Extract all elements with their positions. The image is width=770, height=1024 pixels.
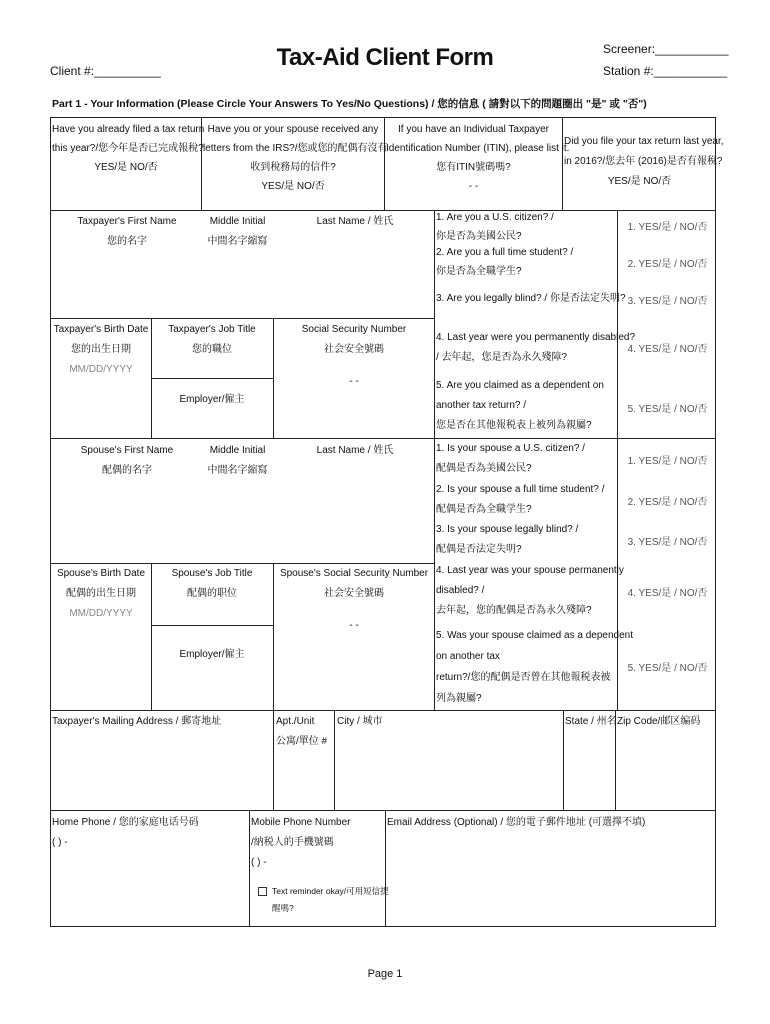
- state-label[interactable]: State / 州名: [565, 716, 617, 727]
- zip-code-label[interactable]: Zip Code/邮区编码: [617, 716, 701, 727]
- taxpayer-q1-answer[interactable]: 1. YES/是 / NO/否: [627, 222, 708, 233]
- taxpayer-q1: 1. Are you a U.S. citizen? / 你是否為美國公民?: [436, 212, 554, 242]
- grid-line: [384, 118, 385, 210]
- grid-line: [249, 810, 250, 927]
- taxpayer-ssn-label[interactable]: Social Security Number 社会安全號碼 - -: [301, 324, 407, 387]
- spouse-q2-answer[interactable]: 2. YES/是 / NO/否: [627, 497, 708, 508]
- spouse-q3-answer[interactable]: 3. YES/是 / NO/否: [627, 537, 708, 548]
- taxpayer-last-name-label[interactable]: Last Name / 姓氏: [316, 216, 394, 227]
- taxpayer-q3: 3. Are you legally blind? / 你是否法定失明?: [436, 293, 626, 304]
- question-filed-last-year[interactable]: Did you file your tax return last year, in 2016?/您去年 (2016)是否有報稅? YES/是 NO/否: [564, 136, 724, 187]
- grid-line: [50, 438, 716, 439]
- grid-line: [273, 710, 274, 810]
- grid-line: [434, 210, 435, 710]
- spouse-middle-initial-label[interactable]: Middle Initial 中間名字縮寫: [207, 445, 268, 476]
- client-number: Client #:__________: [50, 64, 161, 78]
- grid-line: [151, 378, 273, 379]
- mobile-phone-label[interactable]: Mobile Phone Number /納税人的手機號碼 ( ) -: [251, 817, 351, 868]
- taxpayer-q4: 4. Last year were you permanently disabled? / 去年起，您是否為永久殘障?: [436, 332, 636, 363]
- spouse-employer-label[interactable]: Employer/僱主: [179, 649, 245, 660]
- form-title: Tax-Aid Client Form: [276, 44, 494, 71]
- grid-line: [334, 710, 335, 810]
- taxpayer-q5: 5. Are you claimed as a dependent on another tax return? / 您是否在其他報税表上被列為親屬?: [436, 380, 604, 431]
- question-filed-this-year[interactable]: Have you already filed a tax return this year?/您今年是否已完成報稅? YES/是 NO/否: [52, 124, 205, 173]
- grid-line: [50, 810, 716, 811]
- spouse-last-name-label[interactable]: Last Name / 姓氏: [316, 445, 394, 456]
- grid-line: [562, 118, 563, 210]
- spouse-birth-date-label[interactable]: Spouse's Birth Date 配偶的出生日期 MM/DD/YYYY: [56, 568, 146, 619]
- text-reminder-option[interactable]: Text reminder okay/可用短信提 醒嗎?: [258, 883, 389, 917]
- taxpayer-q3-answer[interactable]: 3. YES/是 / NO/否: [627, 296, 708, 307]
- apt-unit-label[interactable]: Apt./Unit 公寓/單位 #: [276, 716, 328, 747]
- question-irs-letters[interactable]: Have you or your spouse received any letters from the IRS?/您或您的配偶有沒有 收到稅務局的信件? YES/是 NO/否: [203, 124, 388, 192]
- spouse-q5: 5. Was your spouse claimed as a dependent on another tax return?/您的配偶是否曾在其他報税表被 列為親屬?: [436, 630, 633, 704]
- spouse-q3: 3. Is your spouse legally blind? / 配偶是否法定失明?: [436, 524, 579, 555]
- taxpayer-q2: 2. Are you a full time student? / 你是否為全職学生?: [436, 247, 574, 277]
- grid-line: [563, 710, 564, 810]
- taxpayer-middle-initial-label[interactable]: Middle Initial 中間名字縮寫: [207, 216, 268, 247]
- city-label[interactable]: City / 城市: [337, 716, 383, 727]
- mailing-address-label[interactable]: Taxpayer's Mailing Address / 郵寄地址: [52, 716, 222, 727]
- station-field: Station #:___________: [603, 64, 728, 78]
- spouse-q1: 1. Is your spouse a U.S. citizen? / 配偶是否為美國公民?: [436, 443, 585, 474]
- part1-heading: Part 1 - Your Information (Please Circle Your Answers To Yes/No Questions) / 您的信息 ( 請對以下的問題圈出 "是" 或 "否"): [52, 98, 647, 110]
- page-number: Page 1: [367, 968, 403, 980]
- question-itin[interactable]: If you have an Individual Taxpayer Identification Number (ITIN), please list it. 您有ITIN號碼嗎? - -: [386, 124, 570, 192]
- text-reminder-checkbox[interactable]: [258, 887, 267, 896]
- spouse-first-name-label[interactable]: Spouse's First Name 配偶的名字: [80, 445, 174, 476]
- taxpayer-employer-label[interactable]: Employer/僱主: [179, 394, 245, 405]
- spouse-q5-answer[interactable]: 5. YES/是 / NO/否: [627, 663, 708, 674]
- grid-line: [151, 625, 273, 626]
- taxpayer-first-name-label[interactable]: Taxpayer's First Name 您的名字: [77, 216, 177, 247]
- spouse-q1-answer[interactable]: 1. YES/是 / NO/否: [627, 456, 708, 467]
- taxpayer-job-title-label[interactable]: Taxpayer's Job Title 您的職位: [168, 324, 256, 355]
- screener-field: Screener:___________: [603, 42, 729, 56]
- taxpayer-q4-answer[interactable]: 4. YES/是 / NO/否: [627, 344, 708, 355]
- spouse-q4: 4. Last year was your spouse permanently disabled? / 去年起，您的配偶是否為永久殘障?: [436, 565, 624, 616]
- grid-line: [50, 710, 716, 711]
- spouse-q4-answer[interactable]: 4. YES/是 / NO/否: [627, 588, 708, 599]
- email-label[interactable]: Email Address (Optional) / 您的電子郵件地址 (可選擇不填): [387, 817, 646, 828]
- spouse-ssn-label[interactable]: Spouse's Social Security Number 社会安全號碼 - -: [279, 568, 429, 631]
- spouse-q2: 2. Is your spouse a full time student? / 配偶是否為全職学生?: [436, 484, 605, 515]
- home-phone-label[interactable]: Home Phone / 您的家庭电话号码 ( ) -: [52, 817, 199, 848]
- grid-line: [50, 318, 434, 319]
- taxpayer-q5-answer[interactable]: 5. YES/是 / NO/否: [627, 404, 708, 415]
- taxpayer-q2-answer[interactable]: 2. YES/是 / NO/否: [627, 259, 708, 270]
- taxpayer-birth-date-label[interactable]: Taxpayer's Birth Date 您的出生日期 MM/DD/YYYY: [53, 324, 149, 375]
- spouse-job-title-label[interactable]: Spouse's Job Title 配偶的职位: [171, 568, 253, 599]
